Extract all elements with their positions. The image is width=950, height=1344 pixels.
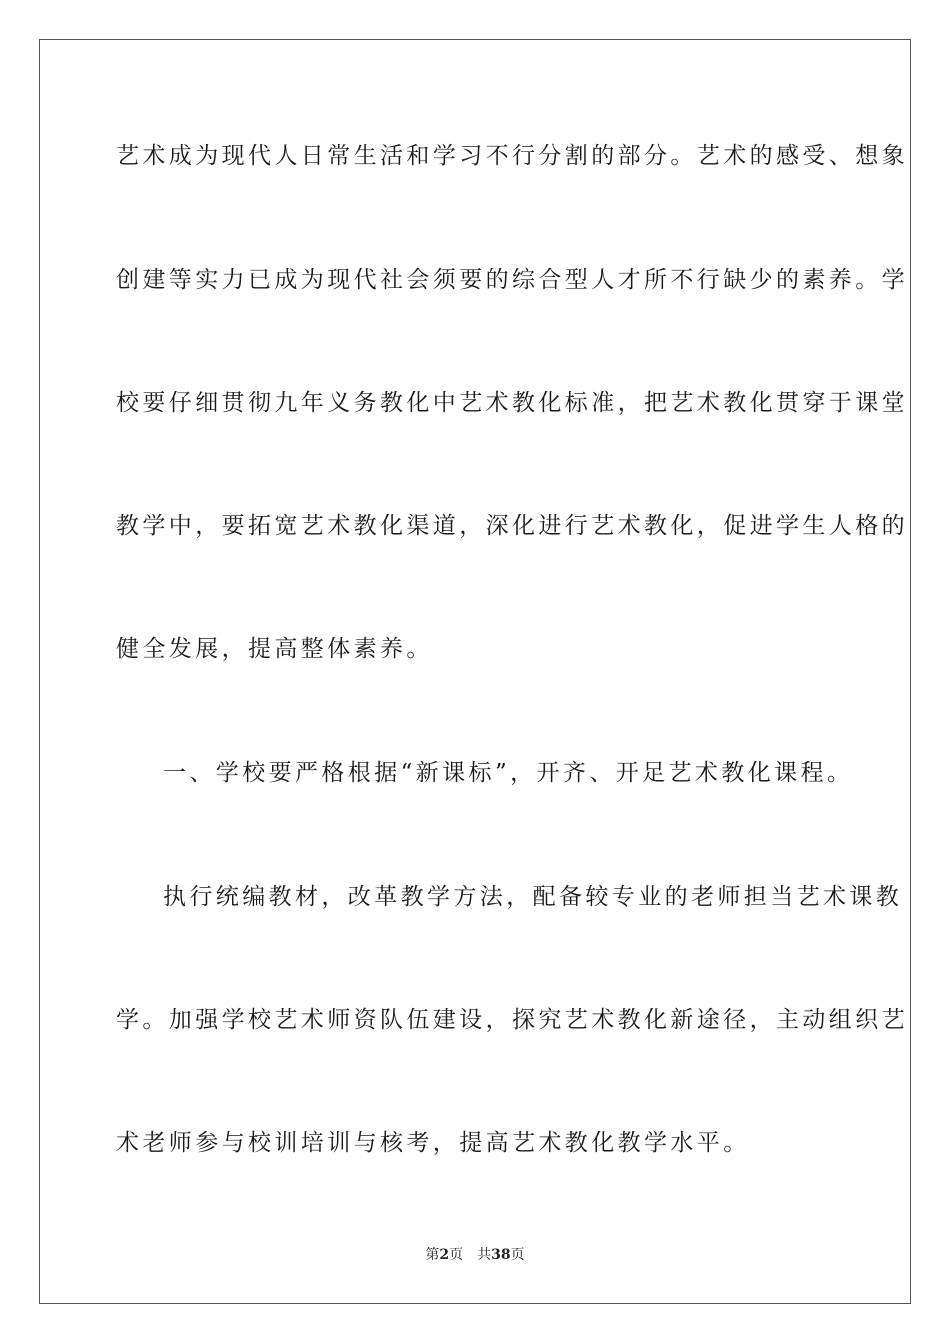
total-prefix: 共 (477, 1247, 492, 1263)
text-line-5: 健全发展，提高整体素养。 (116, 636, 433, 662)
text-line-9: 术老师参与校训培训与核考，提高艺术教化教学水平。 (116, 1130, 750, 1156)
page-footer (0, 1246, 950, 1264)
text-line-8: 学。加强学校艺术师资队伍建设，探究艺术教化新途径，主动组织艺 (116, 1007, 908, 1033)
text-line-7: 执行统编教材，改革教学方法，配备较专业的老师担当艺术课教 (163, 884, 903, 910)
page-prefix: 第 (425, 1247, 440, 1263)
page-number: 2 (439, 1247, 450, 1263)
text-line-2: 创建等实力已成为现代社会须要的综合型人才所不行缺少的素养。学 (116, 267, 908, 293)
page-suffix: 页 (449, 1247, 464, 1263)
total-pages: 38 (491, 1247, 511, 1263)
text-line-3: 校要仔细贯彻九年义务教化中艺术教化标准，把艺术教化贯穿于课堂 (116, 390, 908, 416)
page-border (39, 39, 911, 1304)
text-line-4: 教学中，要拓宽艺术教化渠道，深化进行艺术教化，促进学生人格的 (116, 513, 908, 539)
total-suffix: 页 (510, 1247, 525, 1263)
section-heading: 一、学校要严格根据“新课标”，开齐、开足艺术教化课程。 (163, 760, 854, 786)
text-line-1: 艺术成为现代人日常生活和学习不行分割的部分。艺术的感受、想象 (116, 143, 908, 169)
